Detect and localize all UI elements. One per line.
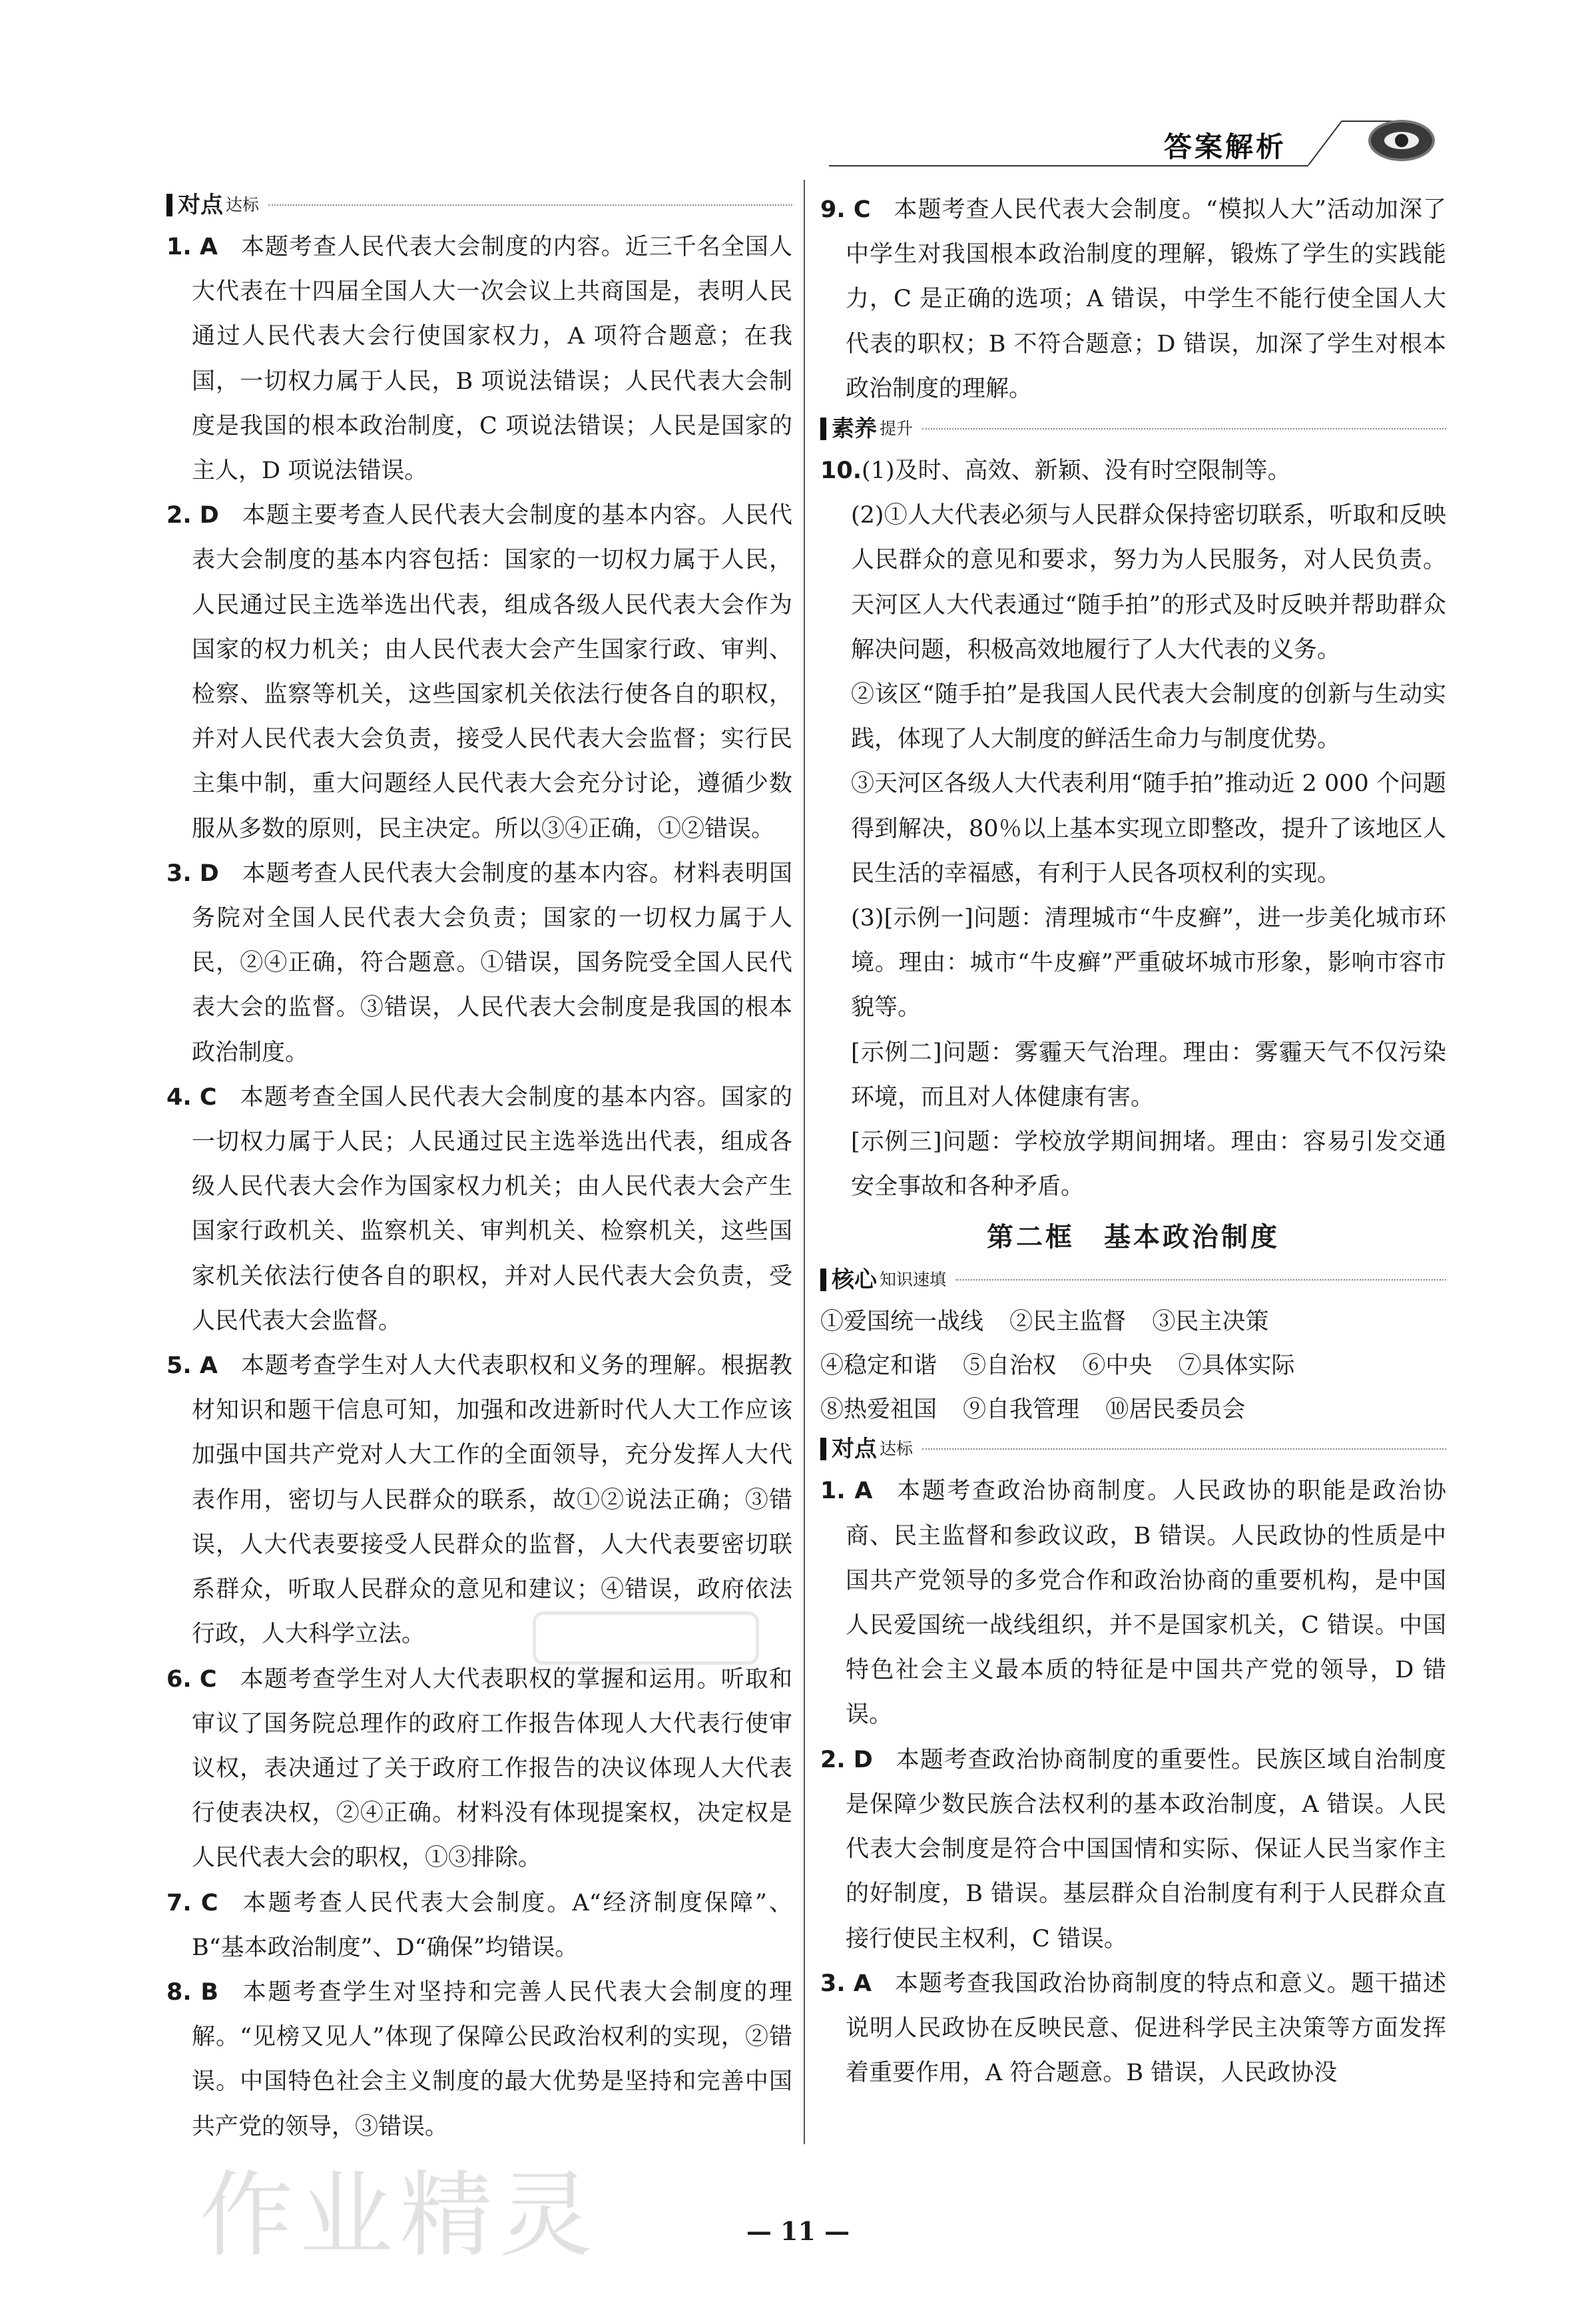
answer-item-6: 6. C 本题考查学生对人大代表职权的掌握和运用。听取和审议了国务院总理作的政府工作报告体现人大代表行使审议权，表决通过了关于政府工作报告的决议体现人大代表行使表决权，②④正确。材料没有体现提案权，决定权是人民代表大会的职权，①③排除。 [166,1665,792,1872]
answer-10-part-2c: ③天河区各级人大代表利用“随手拍”推动近 2 000 个问题得到解决，80％以上基本实现立即整改，提升了该地区人民生活的幸福感，有利于人民各项权利的实现。 [851,770,1446,887]
blank-row-2: ④稳定和谐 ⑤自治权 ⑥中央 ⑦具体实际 [820,1352,1295,1380]
fill-in-answers [820,1300,1446,1432]
answer-item-8: 8. B 本题考查学生对坚持和完善人民代表大会制度的理解。“见榜又见人”体现了保障公民政治权利的实现，②错误。中国特色社会主义制度的最大优势是坚持和完善中国共产党的领导，③错误。 [166,1978,792,2140]
tag-bar-icon [820,418,826,440]
section-tag-duidian-2: 对点 达标 [820,1434,1446,1464]
answer-item-3: 3. D 本题考查人民代表大会制度的基本内容。材料表明国务院对全国人民代表大会负责；国家的一切权力属于人民，②④正确，符合题意。①错误，国务院受全国人民代表大会的监督。③错误，人民代表大会制度是我国的根本政治制度。 [166,860,792,1066]
left-column [166,188,792,2150]
answer-10-part-3: (3)[示例一]问题：清理城市“牛皮癣”，进一步美化城市环境。理由：城市“牛皮癣”严重破坏城市形象，影响市容市貌等。 [851,905,1446,1021]
page-number: — 11 — [746,2216,850,2246]
answer-10-example-3: [示例三]问题：学校放学期间拥堵。理由：容易引发交通安全事故和各种矛盾。 [851,1129,1446,1201]
watermark-logo: 作业精灵 [200,2161,600,2270]
answer-10-part-1: 10.(1)及时、高效、新颖、没有时空限制等。 [820,457,1291,485]
eye-logo-icon [1368,120,1435,161]
tag-bar-icon [820,1438,826,1460]
answer-item-7: 7. C 本题考查人民代表大会制度。A“经济制度保障”、B“基本政治制度”、D“确保”均错误。 [166,1889,792,1961]
blank-row-3: ⑧热爱祖国 ⑨自我管理 ⑩居民委员会 [820,1396,1246,1424]
tag-bar-icon [166,194,172,216]
header-rule [829,165,1308,166]
answer-item-5: 5. A 本题考查学生对人大代表职权和义务的理解。根据教材知识和题干信息可知，加强和改进新时代人大工作应该加强中国共产党对人大工作的全面领导，充分发挥人大代表作用，密切与人民群众的联系，故①②说法正确；③错误，人大代表要接受人民群众的监督，人大代表要密切联系群众，听取人民群众的意见和建议；④错误，政府依法行政，人大科学立法。 [166,1352,792,1648]
answer-item-2: 2. D 本题主要考查人民代表大会制度的基本内容。人民代表大会制度的基本内容包括：国家的一切权力属于人民，人民通过民主选举选出代表，组成各级人民代表大会作为国家的权力机关；由人民代表大会产生国家行政、审判、检察、监察等机关，这些国家机关依法行使各自的职权，并对人民代表大会负责，接受人民代表大会监督；实行民主集中制，重大问题经人民代表大会充分讨论，遵循少数服从多数的原则，民主决定。所以③④正确，①②错误。 [166,502,792,842]
answer-item-r2: 2. D 本题考查政治协商制度的重要性。民族区域自治制度是保障少数民族合法权利的基本政治制度，A 错误。人民代表大会制度是符合中国国情和实际、保证人民当家作主的好制度，B 错误。基层群众自治制度有利于人民群众直接行使民主权利，C 错误。 [820,1746,1446,1952]
answer-item-10 [820,449,1446,1209]
answer-item-1: 1. A 本题考查人民代表大会制度的内容。近三千名全国人大代表在十四届全国人大一次会议上共商国是，表明人民通过人民代表大会行使国家权力，A 项符合题意；在我国，一切权力属于人民，B 项说法错误；人民代表大会制度是我国的根本政治制度，C 项说法错误；人民是国家的主人，D 项说法错误。 [166,234,792,485]
answer-item-4: 4. C 本题考查全国人民代表大会制度的基本内容。国家的一切权力属于人民；人民通过民主选举选出代表，组成各级人民代表大会作为国家权力机关；由人民代表大会产生国家行政机关、监察机关、审判机关、检察机关，这些国家机关依法行使各自的职权，并对人民代表大会负责，受人民代表大会监督。 [166,1083,792,1334]
stamp-watermark [533,1611,759,1665]
right-column [820,188,1446,2096]
section-tag-suyang: 素养 提升 [820,414,1446,443]
blank-row-1: ①爱国统一战线 ②民主监督 ③民主决策 [820,1308,1269,1336]
tag-bar-icon [820,1269,826,1291]
frame-title: 第二框 基本政治制度 [987,1221,1280,1253]
section-tag-duidian: 对点 达标 [166,190,792,220]
answer-item-r3: 3. A 本题考查我国政治协商制度的特点和意义。题干描述说明人民政协在反映民意、促进科学民主决策等方面发挥着重要作用，A 符合题意。B 错误，人民政协没 [820,1970,1446,2087]
answer-10-part-2: (2)①人大代表必须与人民群众保持密切联系，听取和反映人民群众的意见和要求，努力为人民服务，对人民负责。天河区人大代表通过“随手拍”的形式及时反映并帮助群众解决问题，积极高效地履行了人大代表的义务。 [851,502,1446,663]
answer-10-part-2b: ②该区“随手拍”是我国人民代表大会制度的创新与生动实践，体现了人大制度的鲜活生命力与制度优势。 [851,681,1446,753]
answer-item-r1: 1. A 本题考查政治协商制度。人民政协的职能是政治协商、民主监督和参政议政，B 错误。人民政协的性质是中国共产党领导的多党合作和政治协商的重要机构，是中国人民爱国统一战线组织，并不是国家机关，C 错误。中国特色社会主义最本质的特征是中国共产党的领导，D 错误。 [820,1478,1446,1729]
answer-item-9: 9. C 本题考查人民代表大会制度。“模拟人大”活动加深了中学生对我国根本政治制度的理解，锻炼了学生的实践能力，C 是正确的选项；A 错误，中学生不能行使全国人大代表的职权；B 不符合题意；D 错误，加深了学生对根本政治制度的理解。 [820,196,1446,402]
answer-10-example-2: [示例二]问题：雾霾天气治理。理由：雾霾天气不仅污染环境，而且对人体健康有害。 [851,1039,1446,1111]
section-tag-hexin: 核心 知识速填 [820,1265,1446,1295]
column-divider [804,180,805,2144]
header-title: 答案解析 [1164,131,1287,163]
